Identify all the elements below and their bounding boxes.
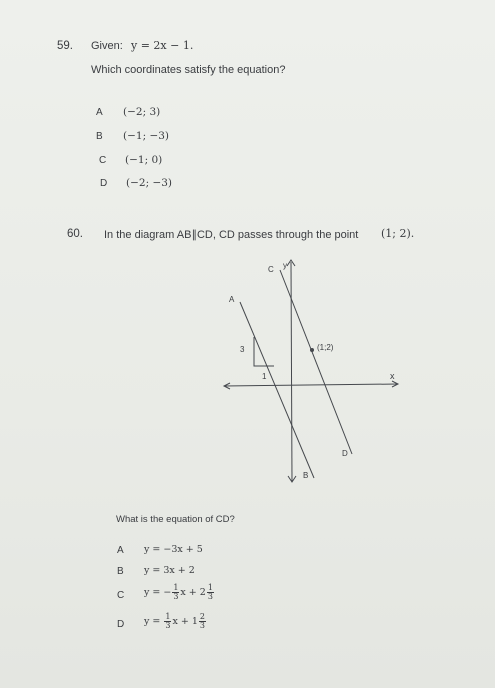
q59-option-a-text: (−2; 3) — [123, 106, 161, 118]
q59-option-a-letter: A — [96, 107, 103, 118]
label-c: C — [268, 265, 274, 274]
question-59-given-label: Given: — [91, 40, 123, 52]
label-rise: 3 — [240, 345, 245, 354]
q60-option-c-text: y = − $\frac{1}{3}$ x + 2 $\frac{1}{3}$ — [144, 583, 213, 601]
q59-option-b-letter: B — [96, 131, 103, 142]
q59-option-d-letter: D — [100, 178, 108, 189]
label-point: (1;2) — [317, 343, 334, 352]
label-a: A — [229, 295, 235, 304]
q60-option-d-letter: D — [117, 619, 125, 630]
question-60-point: (1; 2). — [381, 227, 415, 240]
q60-option-a-letter: A — [117, 545, 124, 556]
y-axis — [291, 262, 292, 482]
q59-option-d-text: (−2; −3) — [126, 177, 173, 189]
question-60-sub-prompt: What is the equation of CD? — [116, 514, 235, 525]
q60-option-d-text: y = $\frac{1}{3}$ x + 1 $\frac{2}{3}$ — [144, 612, 205, 630]
x-axis — [224, 384, 398, 386]
label-x: x — [390, 371, 395, 381]
q59-option-b-text: (−1; −3) — [123, 130, 170, 142]
question-59-prompt: Which coordinates satisfy the equation? — [91, 64, 286, 76]
label-y: y — [283, 261, 287, 270]
question-60-prompt: In the diagram AB∥CD, CD passes through the point — [104, 229, 359, 241]
q59-option-c-letter: C — [99, 155, 107, 166]
label-b: B — [303, 471, 309, 480]
q60-option-b-text: y = 3x + 2 — [144, 565, 195, 576]
label-d: D — [342, 449, 348, 458]
label-run: 1 — [262, 372, 267, 381]
line-cd — [280, 270, 352, 454]
question-59-given-equation: y = 2x − 1. — [131, 39, 194, 52]
q60-option-a-text: y = −3x + 5 — [144, 544, 203, 555]
point-1-2 — [310, 348, 314, 352]
q59-option-c-text: (−1; 0) — [125, 154, 163, 166]
q60-option-c-letter: C — [117, 590, 125, 601]
question-60-number: 60. — [67, 228, 83, 240]
question-59-number: 59. — [57, 40, 73, 52]
q60-option-b-letter: B — [117, 566, 124, 577]
